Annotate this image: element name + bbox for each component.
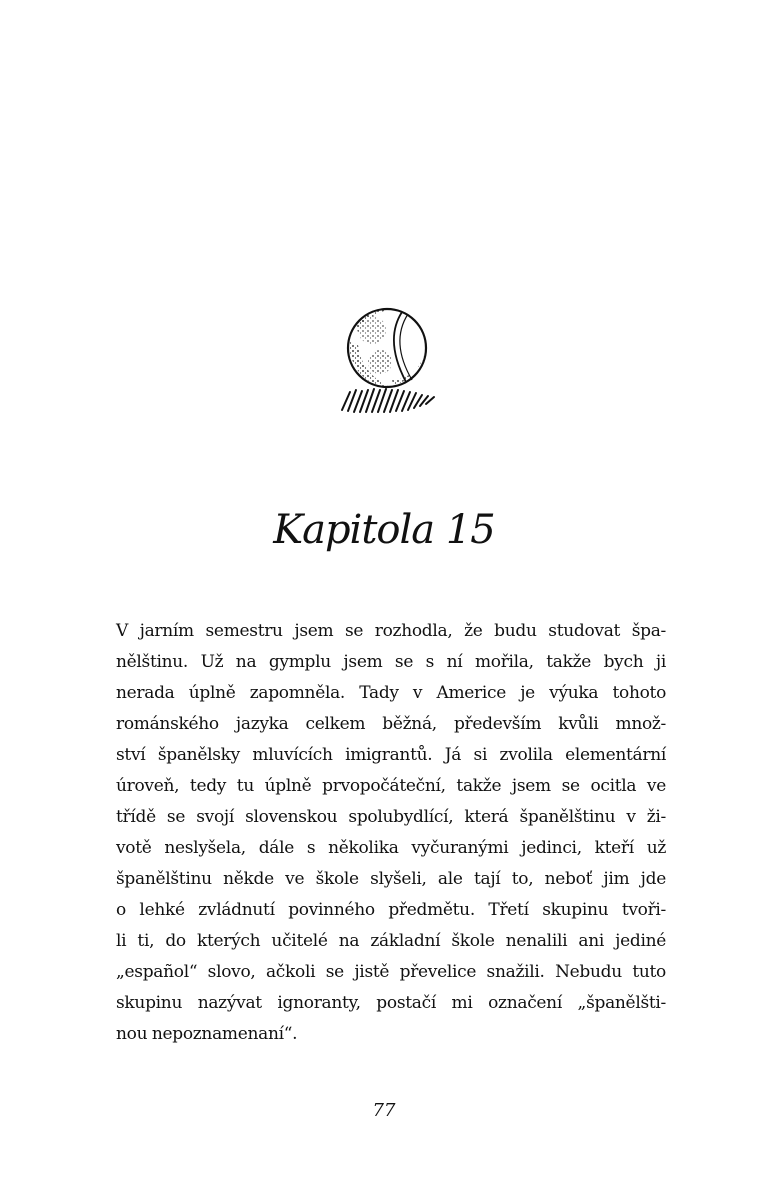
text-line: třídě se svojí slovenskou spolubydlící, která španělštinu v ži- — [116, 807, 666, 827]
text-line: románského jazyka celkem běžná, především kvůli množ- — [116, 714, 666, 734]
chapter-title: Kapitola 15 — [273, 507, 495, 553]
text-line: španělštinu někde ve škole slyšeli, ale tají to, neboť jim jde — [116, 869, 666, 889]
text-line: V jarním semestru jsem se rozhodla, že budu studovat špa- — [116, 621, 666, 641]
text-line: nou nepoznamenaní“. — [116, 1024, 298, 1044]
text-line: li ti, do kterých učitelé na základní škole nenalili ani jediné — [116, 931, 666, 951]
text-line: úroveň, tedy tu úplně prvopočáteční, takže jsem se ocitla ve — [116, 776, 666, 796]
tennis-ball-icon — [332, 300, 442, 415]
text-line: ství španělsky mluvících imigrantů. Já si zvolila elementární — [116, 745, 666, 765]
text-line: votě neslyšela, dále s několika vyčuranými jedinci, kteří už — [116, 838, 666, 858]
text-line: „español“ slovo, ačkoli se jistě převelice snažili. Nebudu tuto — [116, 962, 666, 982]
chapter-body — [116, 616, 666, 1050]
page-number: 77 — [372, 1100, 396, 1121]
text-line: nerada úplně zapomněla. Tady v Americe je výuka tohoto — [116, 683, 666, 703]
text-line: o lehké zvládnutí povinného předmětu. Třetí skupinu tvoři- — [116, 900, 666, 920]
text-line: skupinu nazývat ignoranty, postačí mi označení „španělšti- — [116, 993, 666, 1013]
text-line: nělštinu. Už na gymplu jsem se s ní mořila, takže bych ji — [116, 652, 666, 672]
